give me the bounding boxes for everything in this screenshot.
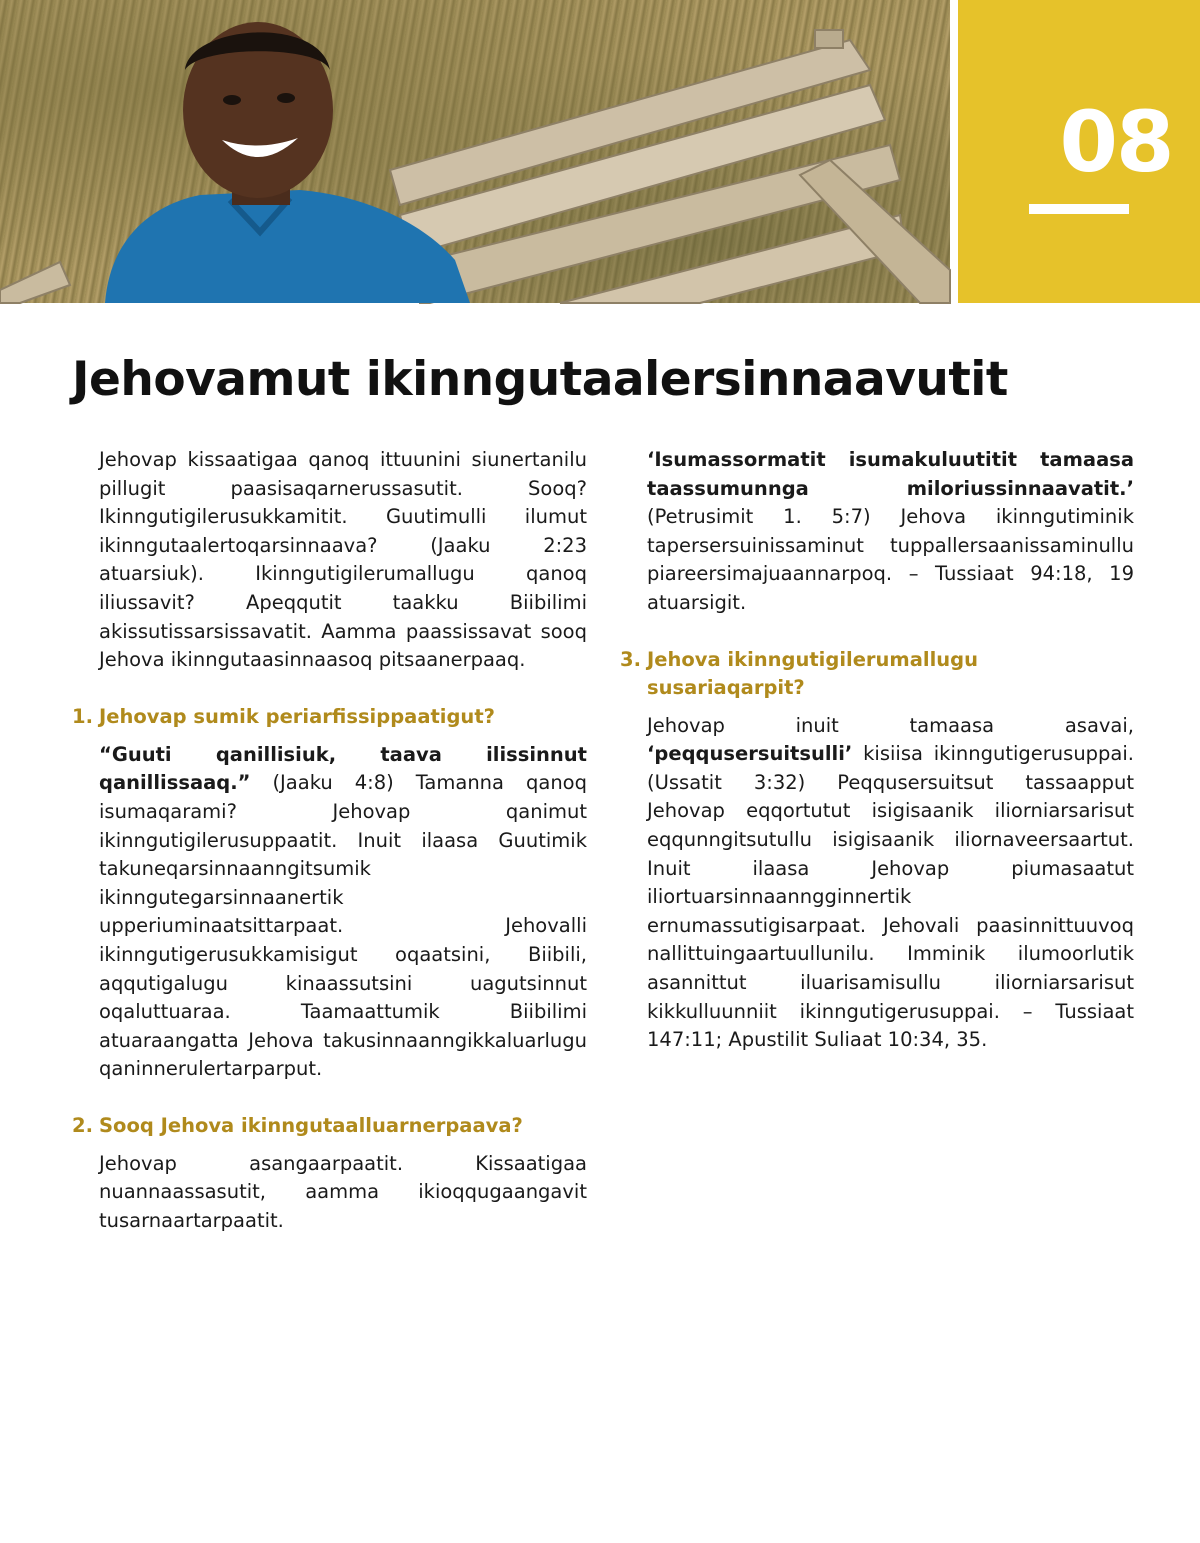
chapter-badge [958, 0, 1200, 303]
section-1-scripture-quote: “Guuti qanillisiuk, taava ilissinnut qanillissaaq.” [99, 742, 587, 795]
left-column [72, 446, 587, 1233]
section-2-scripture-quote: ‘Isumassormatit isumakuluutitit tamaasa taassumunnga miloriussinnaavatit.’ [647, 448, 1134, 500]
section-1-number: 1. [72, 704, 93, 728]
chapter-underline [1029, 204, 1129, 214]
section-3-question-text: Jehova ikinngutigilerumallugu susariaqarpit? [647, 647, 978, 699]
hero-photo [0, 0, 950, 303]
intro-paragraph: Jehovap kissaatigaa qanoq ittuunini siunertanilu pillugit paasisaqarnerussasutit. Sooq? Ikinngutigilerusukkamitit. Guutimulli ilumut ikinngutaalertoqarsinnaava? (Jaaku 2:23 atuarsiuk). Ikinngutigilerumallugu qanoq iliussavit? Apeqqutit taakku Biibilimi akissutissarsissavatit. Aamma paassissavat sooq Jehova ikinngutaasinnaasoq pitsaanerpaaq. [99, 448, 587, 672]
section-3-body-post: kisiisa ikinngutigerusuppai. (Ussatit 3:32) Peqqusersuitsut tassaapput Jehovap eqqortutut isigisaanik iliorniarsarisut eqqunngitsutullu isigisaanik iliornaveersaartut. Inuit ilaasa Jehovap piumasaatut iliortuarsinnaanngginnertik ernumassutigisarpaat. Jehovali paasinnittuuvoq nallittuingaartuullunilu. Imminik ilumoorlutik asannittut iluarisamisullu iliorniarsarisut kikkulluunniit ikinngutigerusuppai. – Tussiaat 147:11; Apustilit Suliaat 10:34, 35. [647, 742, 1134, 1052]
section-3-number: 3. [620, 647, 641, 671]
section-2-question [72, 1112, 587, 1140]
section-2-body-post: (Petrusimit 1. 5:7) Jehova ikinngutiminik tapersersuinissaminut tuppallersaanissaminullu piareersimajuaannarpoq. – Tussiaat 94:18, 19 atuarsigit. [647, 505, 1134, 614]
section-1-question-text: Jehovap sumik periarfissippaatigut? [99, 704, 495, 728]
hero-illustration [0, 0, 950, 303]
section-1-question [72, 703, 587, 731]
section-2-body-pre: Jehovap asangaarpaatit. Kissaatigaa nuannaassasutit, aamma ikioqqugaangavit tusarnaartarpaatit. [99, 1151, 587, 1233]
right-column [620, 446, 1134, 1055]
section-2-answer-start [72, 1150, 587, 1233]
section-3-body-pre: Jehovap inuit tamaasa asavai, [647, 713, 1134, 737]
section-2-question-text: Sooq Jehova ikinngutaalluarnerpaava? [99, 1113, 523, 1137]
section-1-body: (Jaaku 4:8) Tamanna qanoq isumaqarami? Jehovap qanimut ikinngutigilerusuppaatit. Inuit ilaasa Guutimik takuneqarsinnaanngitsumik ikinngutegarsinnaanertik upperiuminaatsittarpaat. Jehovalli ikinngutigerusukkamisigut oqaatsini, Biibili, aqqutigalugu kinaassutsini uagutsinnut oqaluttuaraa. Taamaattumik Biibilimi atuaraangatta Jehova takusinnaanngikkaluarlugu qaninnerulertarparput. [99, 771, 587, 1081]
section-2-number: 2. [72, 1113, 93, 1137]
chapter-number: 08 [1059, 93, 1173, 191]
section-3-answer [620, 712, 1134, 1055]
section-1-answer [72, 741, 587, 1084]
page-title: Jehovamut ikinngutaalersinnaavutit [72, 352, 1008, 407]
section-2-answer-continued [620, 446, 1134, 618]
section-3-question [620, 646, 1134, 702]
section-3-scripture-quote: ‘peqqusersuitsulli’ [647, 742, 853, 766]
